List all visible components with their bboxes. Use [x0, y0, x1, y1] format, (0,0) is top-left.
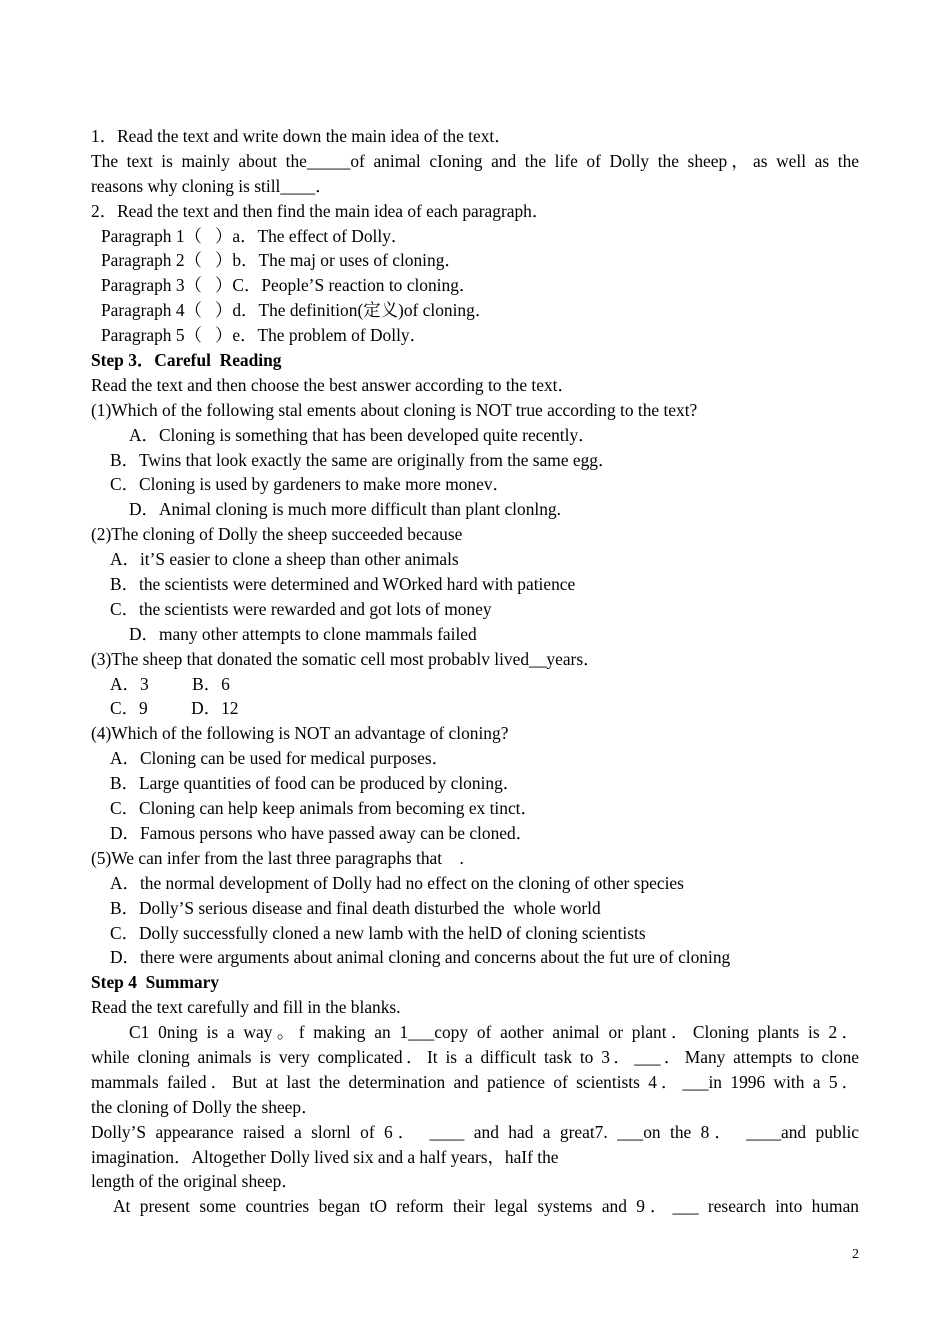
answer-option: B．Large quantities of food can be produced by cloning． — [110, 773, 521, 794]
question-item: (4)Which of the following is NOT an advantage of cloning? — [91, 723, 509, 744]
answer-option: D．there were arguments about animal cloning and concerns about the fut ure of cloning — [110, 947, 731, 968]
answer-option: B．the scientists were determined and WOrked hard with patience — [110, 574, 576, 595]
answer-option: C．Dolly successfully cloned a new lamb with the helD of cloning scientists — [110, 922, 646, 943]
question-item: (3)The sheep that donated the somatic cell most probablv lived__years． — [91, 648, 601, 669]
paragraph-match-4: Paragraph 4（ ）d．The definition(定义)of cloning． — [101, 300, 493, 321]
paragraph-match-1: Paragraph 1（ ）a．The effect of Dolly． — [101, 225, 409, 246]
summary-text: Dolly’S appearance raised a slornl of 6． ____ and had a great7. ___on the 8． ____and public — [91, 1121, 859, 1142]
paragraph-match-5: Paragraph 5（ ）e．The problem of Dolly． — [101, 325, 427, 346]
document-body — [91, 124, 859, 1219]
summary-text: imagination．Altogether Dolly lived six and a half years，haIf the — [91, 1146, 559, 1167]
main-idea-sentence-cont: reasons why cloning is still____． — [91, 175, 333, 196]
answer-option: A．3 B．6 — [110, 673, 230, 694]
question-item: (1)Which of the following stal ements about cloning is NOT true according to the text? — [91, 399, 698, 420]
answer-option: C．the scientists were rewarded and got lots of money — [110, 598, 492, 619]
summary-text: length of the original sheep． — [91, 1171, 299, 1192]
step-4-heading: Step 4 Summary — [91, 972, 220, 993]
summary-text: C1 0ning is a way。f making an 1___copy of aother animal or plant．Cloning plants is 2． — [129, 1022, 859, 1043]
answer-option: C．Cloning can help keep animals from becoming ex tinct． — [110, 798, 538, 819]
answer-option: D．Famous persons who have passed away can be cloned． — [110, 822, 534, 843]
paragraph-match-3: Paragraph 3（ ）C．People’S reaction to cloning． — [101, 275, 477, 296]
answer-option: A．the normal development of Dolly had no effect on the cloning of other species — [110, 872, 684, 893]
summary-text: At present some countries began tO reform their legal systems and 9．___ research into human — [113, 1196, 859, 1217]
main-idea-sentence: The text is mainly about the_____of animal cIoning and the life of Dolly the sheep，as well as the — [91, 150, 859, 171]
answer-option: D．Animal cloning is much more difficult than plant clonlng. — [129, 499, 561, 520]
step-3-instruction: Read the text and then choose the best answer according to the text． — [91, 374, 575, 395]
summary-text: mammals failed．But at last the determination and patience of scientists 4．___in 1996 with a 5． — [91, 1071, 859, 1092]
question-item: (2)The cloning of Dolly the sheep succeeded because — [91, 524, 463, 545]
answer-option: C．Cloning is used by gardeners to make more monev． — [110, 474, 510, 495]
summary-text: the cloning of Dolly the sheep． — [91, 1096, 319, 1117]
question-1-heading: 1．Read the text and write down the main idea of the text． — [91, 126, 512, 146]
step-4-instruction: Read the text carefully and fill in the blanks. — [91, 997, 401, 1018]
answer-option: B．Dolly’S serious disease and final death disturbed the whole world — [110, 897, 601, 918]
paragraph-match-2: Paragraph 2（ ）b．The maj or uses of cloning． — [101, 250, 462, 271]
answer-option: A．Cloning is something that has been developed quite recently． — [129, 424, 596, 445]
answer-option: A．it’S easier to clone a sheep than other animals — [110, 549, 459, 570]
summary-text: while cloning animals is very complicated．It is a difficult task to 3．___．Many attempts to clone — [91, 1046, 859, 1067]
answer-option: C．9 D．12 — [110, 698, 239, 719]
question-2-heading: 2．Read the text and then find the main idea of each paragraph． — [91, 200, 550, 221]
answer-option: B．Twins that look exactly the same are originally from the same egg． — [110, 449, 616, 470]
answer-option: D．many other attempts to clone mammals failed — [129, 623, 477, 644]
question-item: (5)We can infer from the last three paragraphs that . — [91, 847, 464, 868]
answer-option: A．Cloning can be used for medical purposes． — [110, 748, 450, 769]
page-number: 2 — [852, 1247, 859, 1262]
step-3-heading: Step 3．Careful Reading — [91, 350, 282, 371]
